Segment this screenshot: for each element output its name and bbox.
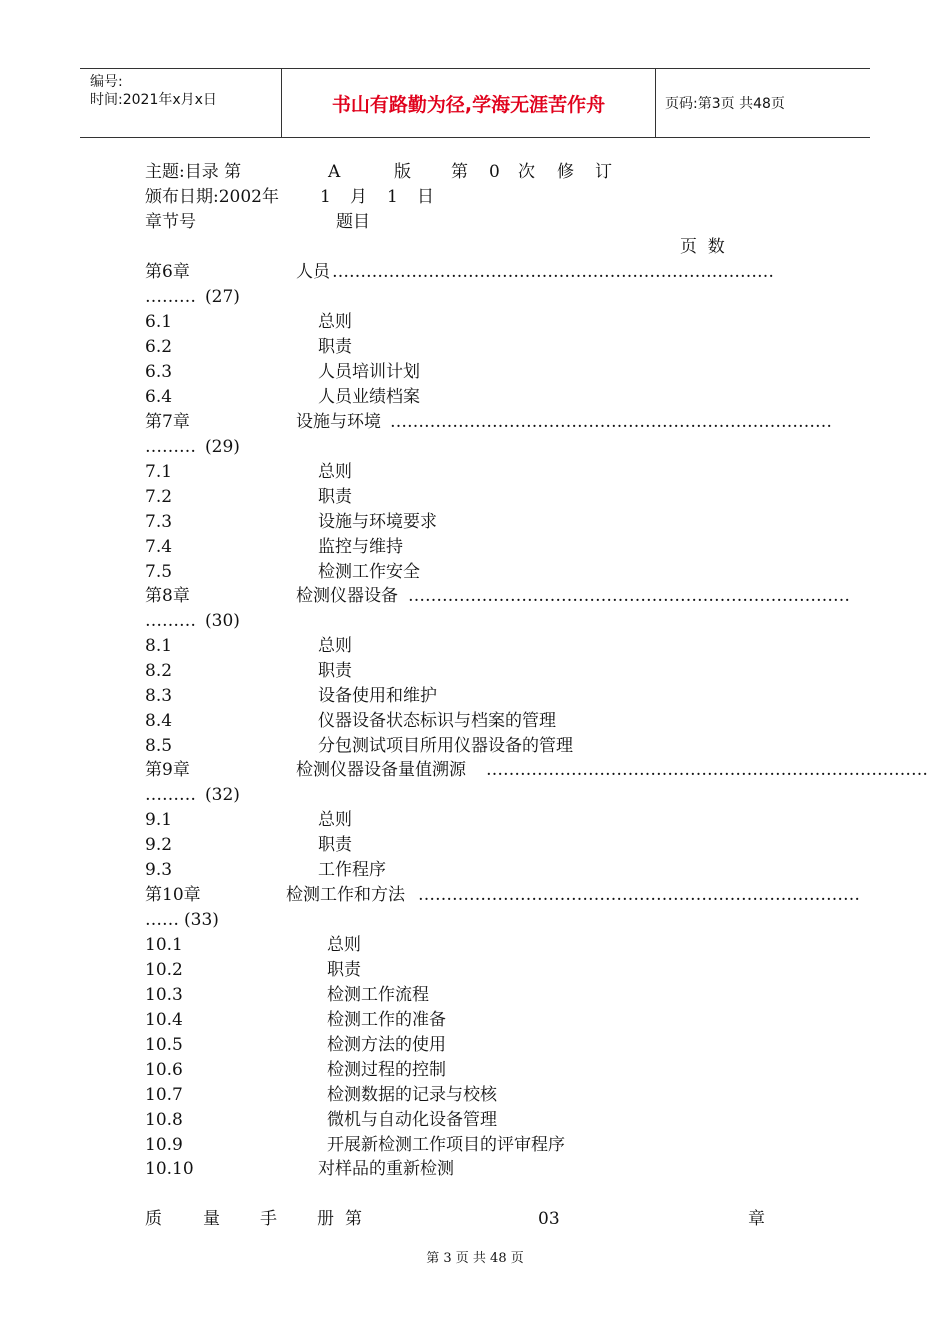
revision-char: 第 (451, 162, 468, 182)
section-number: 7.3 (145, 512, 173, 532)
dot-leader: …………………………………………………………………… (418, 885, 860, 905)
section-title: 设备使用和维护 (318, 686, 437, 706)
header-divider (655, 69, 656, 137)
dot-leader: …………………………………………………………………… (408, 586, 850, 606)
issue-month-word: 月 (350, 187, 367, 207)
section-title: 人员业绩档案 (318, 387, 420, 407)
chapter-number: 第7章 (145, 412, 190, 432)
section-number: 6.2 (145, 337, 173, 357)
revision-char: 订 (595, 162, 612, 182)
section-title: 职责 (327, 960, 361, 980)
section-title: 职责 (318, 487, 352, 507)
chapter-title: 检测仪器设备量值溯源 (296, 760, 466, 780)
version-letter: A (328, 162, 341, 182)
section-title: 总则 (318, 636, 352, 656)
section-number: 9.3 (145, 860, 173, 880)
chapter-title: 设施与环境 (296, 412, 381, 432)
section-number: 7.1 (145, 462, 173, 482)
section-number: 10.5 (145, 1035, 183, 1055)
section-title: 工作程序 (318, 860, 386, 880)
header-page-info: 页码:第3页 共48页 (665, 96, 785, 112)
chapter-page: (32) (205, 785, 240, 805)
dot-leader: …………………………………………………………………… (332, 262, 774, 282)
header-motto: 书山有路勤为径,学海无涯苦作舟 (331, 94, 606, 116)
section-number: 10.10 (145, 1159, 194, 1179)
section-number: 9.2 (145, 835, 173, 855)
section-number: 10.9 (145, 1135, 183, 1155)
section-title: 微机与自动化设备管理 (327, 1110, 497, 1130)
dot-leader: ……… (145, 437, 196, 457)
issue-date-label: 颁布日期:2002年 (145, 187, 279, 207)
section-title: 检测过程的控制 (327, 1060, 446, 1080)
section-title: 职责 (318, 835, 352, 855)
chapter-number: 第8章 (145, 586, 190, 606)
chapter-number: 第9章 (145, 760, 190, 780)
section-number: 8.1 (145, 636, 173, 656)
revision-char: 次 (518, 162, 535, 182)
section-title: 对样品的重新检测 (318, 1159, 454, 1179)
manual-char: 量 (203, 1209, 220, 1229)
section-number: 6.3 (145, 362, 173, 382)
section-number: 10.1 (145, 935, 183, 955)
section-number: 10.4 (145, 1010, 183, 1030)
section-number: 8.3 (145, 686, 173, 706)
section-title: 检测工作安全 (318, 562, 420, 582)
header-time-label: 时间:2021年x月x日 (90, 92, 217, 108)
dot-leader: ……… (145, 611, 196, 631)
subject-label: 主题:目录 第 (145, 162, 242, 182)
section-number: 7.5 (145, 562, 173, 582)
section-number: 6.1 (145, 312, 173, 332)
page-footer: 第 3 页 共 48 页 (426, 1251, 524, 1266)
section-title: 职责 (318, 337, 352, 357)
column-pages-header: 页 数 (680, 237, 725, 257)
section-number: 10.7 (145, 1085, 183, 1105)
section-title: 总则 (318, 810, 352, 830)
section-number: 10.3 (145, 985, 183, 1005)
chapter-title: 检测仪器设备 (296, 586, 398, 606)
section-title: 仪器设备状态标识与档案的管理 (318, 711, 556, 731)
manual-char: 手 (260, 1209, 277, 1229)
section-title: 分包测试项目所用仪器设备的管理 (318, 736, 573, 756)
section-title: 人员培训计划 (318, 362, 420, 382)
section-title: 设施与环境要求 (318, 512, 437, 532)
section-title: 总则 (318, 312, 352, 332)
section-title: 总则 (318, 462, 352, 482)
manual-char: 第 (345, 1209, 362, 1229)
chapter-page: (27) (205, 287, 240, 307)
section-number: 6.4 (145, 387, 173, 407)
dot-leader: …………………………………………………………………… (390, 412, 832, 432)
section-number: 10.8 (145, 1110, 183, 1130)
section-number: 7.4 (145, 537, 173, 557)
dot-leader: ……… (145, 785, 196, 805)
section-number: 10.6 (145, 1060, 183, 1080)
chapter-page: (29) (205, 437, 240, 457)
dot-leader: ……… (145, 287, 196, 307)
header-meta (90, 73, 217, 109)
manual-char: 册 (317, 1209, 334, 1229)
dot-leader: …………………………………………………………………… (486, 760, 928, 780)
chapter-number: 第10章 (145, 885, 201, 905)
section-number: 8.2 (145, 661, 173, 681)
section-title: 总则 (327, 935, 361, 955)
page-header (80, 68, 870, 138)
header-number-label: 编号: (90, 74, 123, 90)
issue-month: 1 (320, 187, 331, 207)
section-number: 8.4 (145, 711, 173, 731)
section-title: 开展新检测工作项目的评审程序 (327, 1135, 565, 1155)
section-title: 职责 (318, 661, 352, 681)
chapter-title: 检测工作和方法 (286, 885, 405, 905)
section-title: 检测数据的记录与校核 (327, 1085, 497, 1105)
section-title: 检测方法的使用 (327, 1035, 446, 1055)
chapter-title: 人员 (296, 262, 330, 282)
section-number: 9.1 (145, 810, 173, 830)
manual-chapter-word: 章 (748, 1209, 765, 1229)
column-title-header: 题目 (336, 212, 370, 232)
manual-chapter-number: 03 (538, 1209, 560, 1229)
section-title: 检测工作流程 (327, 985, 429, 1005)
section-number: 7.2 (145, 487, 173, 507)
section-title: 检测工作的准备 (327, 1010, 446, 1030)
issue-day-word: 日 (417, 187, 434, 207)
section-title: 监控与维持 (318, 537, 403, 557)
issue-day: 1 (387, 187, 398, 207)
column-section-header: 章节号 (145, 212, 196, 232)
manual-char: 质 (145, 1209, 162, 1229)
revision-char: 修 (557, 162, 574, 182)
version-word: 版 (394, 162, 411, 182)
section-number: 10.2 (145, 960, 183, 980)
revision-number: 0 (489, 162, 500, 182)
chapter-page: (33) (184, 910, 219, 930)
dot-leader: …… (145, 910, 179, 930)
chapter-page: (30) (205, 611, 240, 631)
chapter-number: 第6章 (145, 262, 190, 282)
section-number: 8.5 (145, 736, 173, 756)
